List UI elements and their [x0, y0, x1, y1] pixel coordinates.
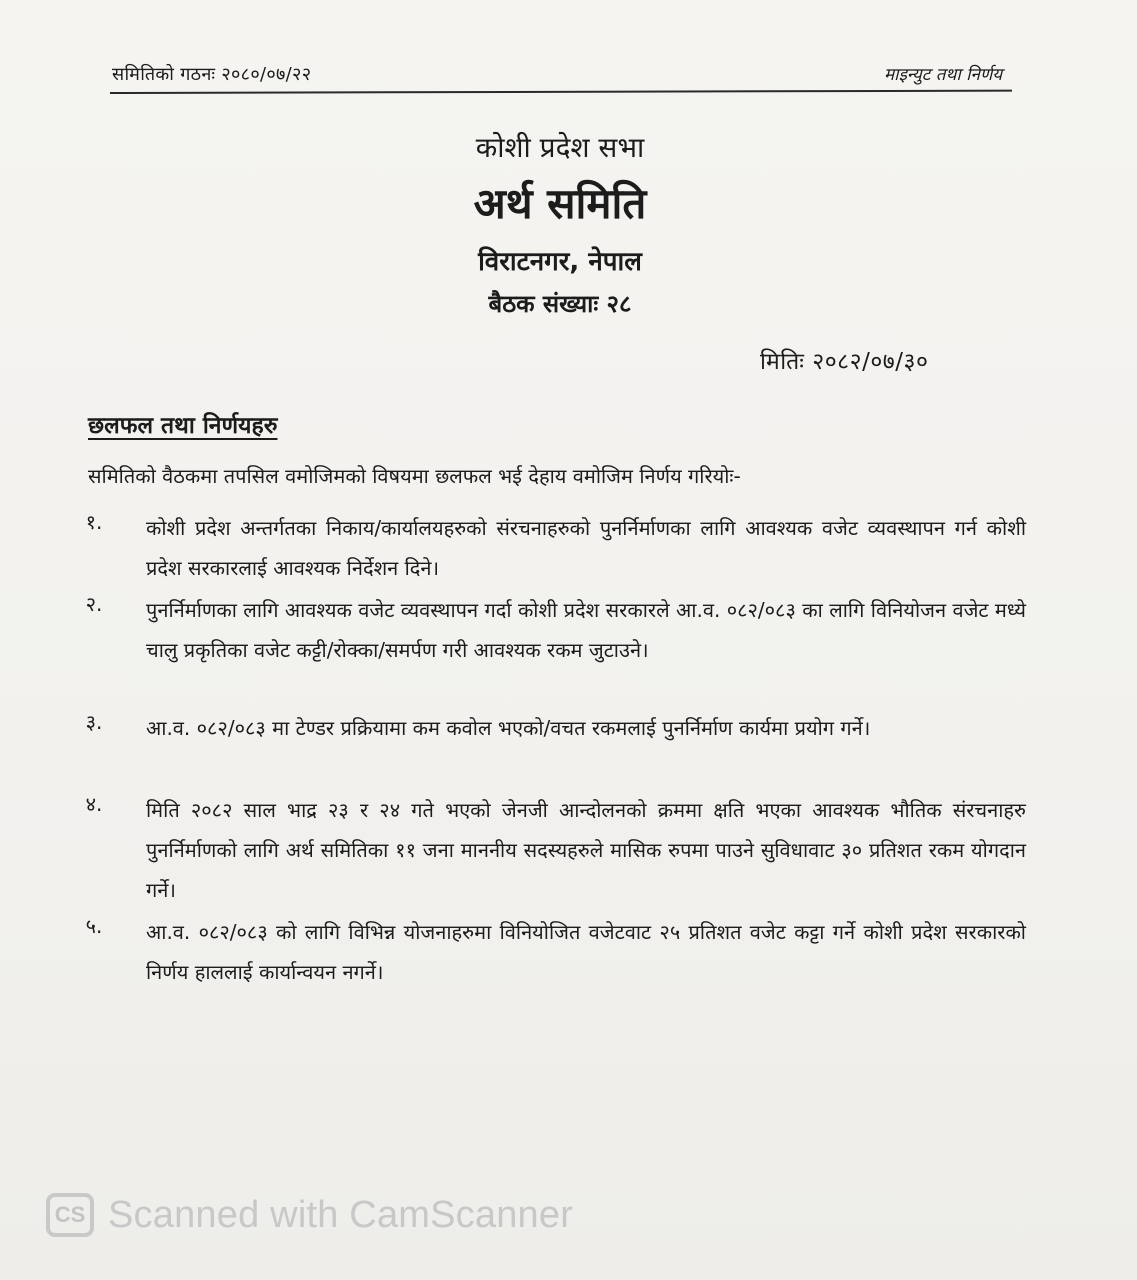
- decision-number: ३.: [85, 710, 103, 734]
- meeting-number: बैठक संख्याः २८: [488, 290, 632, 318]
- decision-text: मिति २०८२ साल भाद्र २३ र २४ गते भएको जेनजी आन्दोलनको क्रममा क्षति भएका आवश्यक भौतिक संरचनाहरु पुनर्निर्माणको लागि अर्थ समितिका ११ जना माननीय सदस्यहरुले मासिक रुपमा पाउने सुविधावाट ३० प्रतिशत रकम योगदान गर्ने।: [146, 798, 1026, 902]
- camscanner-logo-icon: CS: [46, 1193, 94, 1237]
- assembly-name: कोशी प्रदेश सभा: [475, 131, 645, 164]
- decision-text: आ.व. ०८२/०८३ को लागि विभिन्न योजनाहरुमा विनियोजित वजेटवाट २५ प्रतिशत वजेट कट्टा गर्ने कोशी प्रदेश सरकारको निर्णय हाललाई कार्यान्वयन नगर्ने।: [146, 920, 1026, 984]
- camscanner-watermark: [46, 1190, 573, 1240]
- header-divider: [110, 90, 1012, 94]
- location: विराटनगर, नेपाल: [478, 247, 642, 277]
- title-block: [300, 128, 820, 324]
- decision-number: ५.: [85, 914, 103, 938]
- decision-text: पुनर्निर्माणका लागि आवश्यक वजेट व्यवस्थापन गर्दा कोशी प्रदेश सरकारले आ.व. ०८२/०८३ का लागि विनियोजन वजेट मध्ये चालु प्रकृतिका वजेट कट्टी/रोक्का/समर्पण गरी आवश्यक रकम जुटाउने।: [146, 598, 1026, 662]
- decision-number: २.: [85, 592, 103, 616]
- decision-number: ४.: [85, 792, 103, 816]
- minute-label: माइन्युट तथा निर्णय: [884, 65, 1003, 85]
- section-title: छलफल तथा निर्णयहरु: [88, 413, 278, 439]
- decision-number: १.: [85, 510, 103, 534]
- committee-formation-date: समितिको गठनः २०८०/०७/२२: [112, 64, 312, 85]
- decision-text: कोशी प्रदेश अन्तर्गतका निकाय/कार्यालयहरुको संरचनाहरुको पुनर्निर्माणका लागि आवश्यक वजेट व्यवस्थापन गर्न कोशी प्रदेश सरकारलाई आवश्यक निर्देशन दिने।: [146, 516, 1026, 580]
- committee-name: अर्थ समिति: [473, 179, 647, 228]
- intro-paragraph: समितिको वैठकमा तपसिल वमोजिमको विषयमा छलफल भई देहाय वमोजिम निर्णय गरियोः-: [88, 464, 741, 488]
- decision-text: आ.व. ०८२/०८३ मा टेण्डर प्रक्रियामा कम कवोल भएको/वचत रकमलाई पुनर्निर्माण कार्यमा प्रयोग गर्ने।: [146, 716, 871, 740]
- meeting-date: मितिः २०८२/०७/३०: [760, 349, 929, 375]
- watermark-text: Scanned with CamScanner: [108, 1193, 574, 1236]
